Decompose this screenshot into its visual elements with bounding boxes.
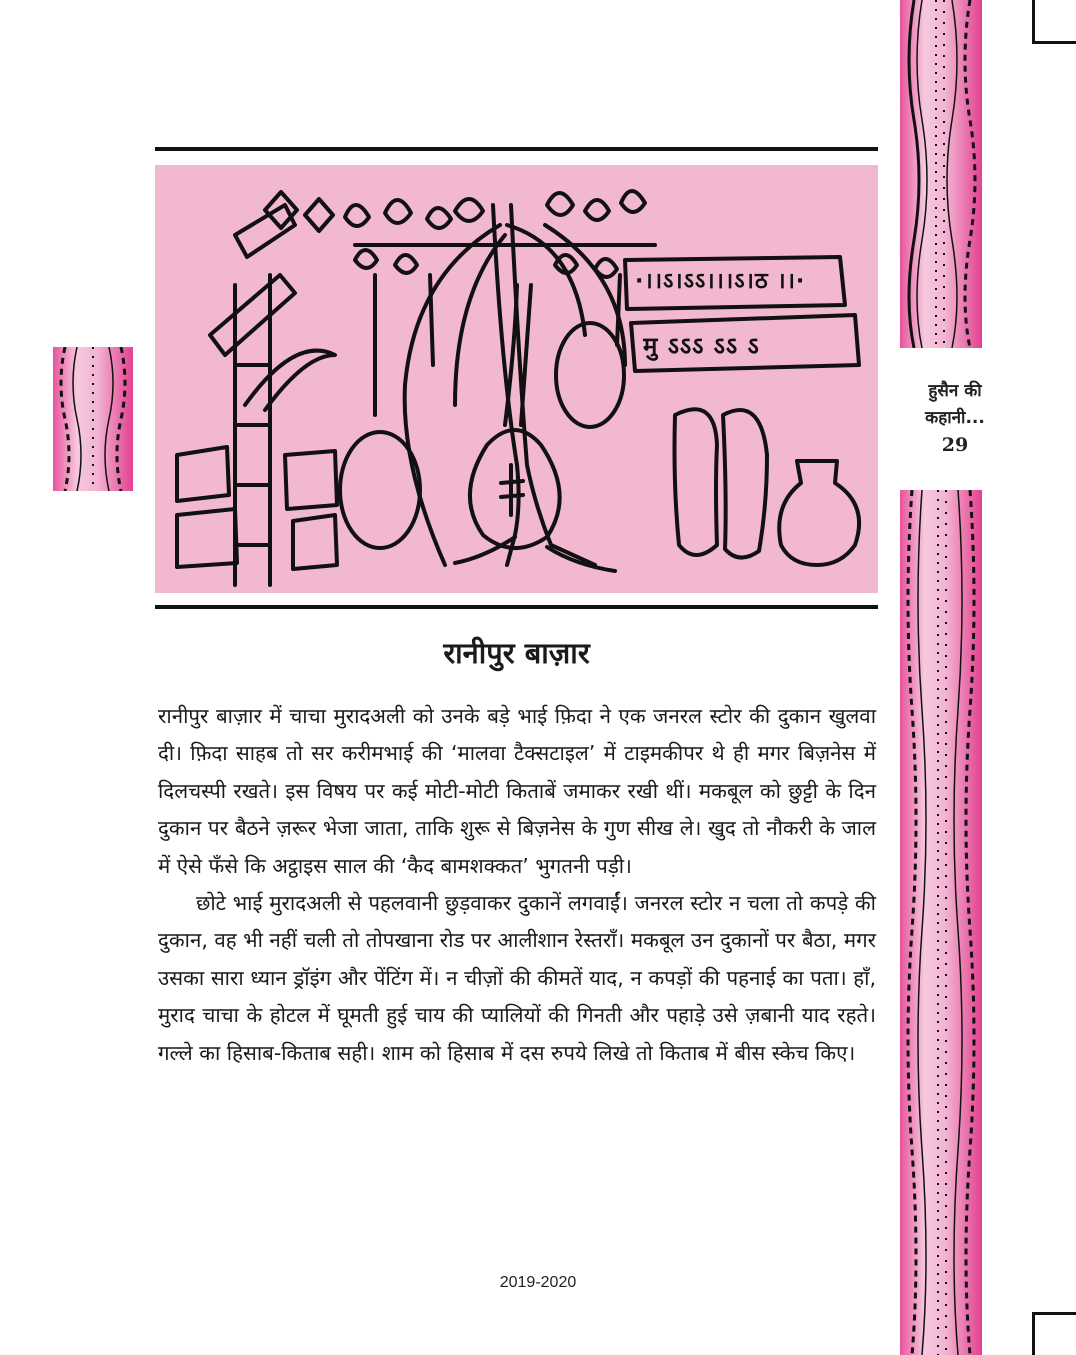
crop-mark-top-right-h (1032, 41, 1076, 44)
footer-year: 2019-2020 (499, 1274, 577, 1291)
side-label-line-1: हुसैन की (928, 381, 982, 401)
decorative-strip-bottom-right (900, 490, 982, 1355)
page-number: 29 (941, 434, 969, 456)
bottom-rule (155, 605, 878, 609)
crop-mark-bottom-right-h (1032, 1312, 1076, 1315)
paragraph-2: छोटे भाई मुरादअली से पहलवानी छुड़वाकर दुकानें लगवाईं। जनरल स्टोर न चला तो कपड़े की दुकान, वह भी नहीं चली तो तोपखाना रोड पर आलीशान रेस्तराँ। मकबूल उन दुकानों पर बैठा, मगर उसका सारा ध्यान ड्रॉइंग और पेंटिंग में। न चीज़ों की कीमतें याद, न कपड़ों की पहनाई का पता। हाँ, मुराद चाचा के होटल में घूमती हुई चाय की प्यालियों की गिनती और पहाड़े उसे ज़बानी याद रहते। गल्ले का हिसाब-किताब सही। शाम को हिसाब में दस रुपये लिखे तो किताब में बीस स्केच किए। (158, 891, 876, 1065)
crop-mark-top-right-v (1032, 0, 1035, 44)
bazaar-illustration (155, 165, 878, 593)
side-label-line-2: कहानी... (925, 408, 985, 428)
top-rule (155, 147, 878, 151)
crop-mark-bottom-right-v (1032, 1312, 1035, 1355)
decorative-strip-top-right (900, 0, 982, 348)
paragraph-1: रानीपुर बाज़ार में चाचा मुरादअली को उनके बड़े भाई फ़िदा ने एक जनरल स्टोर की दुकान खुलवा दी। फ़िदा साहब तो सर करीमभाई की ‘मालवा टैक्सटाइल’ में टाइमकीपर थे ही मगर बिज़नेस में दिलचस्पी रखते। इस विषय पर कई मोटी-मोटी किताबें जमाकर रखी थीं। मकबूल को छुट्टी के दिन दुकान पर बैठने ज़रूर भेजा जाता, ताकि शुरू से बिज़नेस के गुण सीख ले। खुद तो नौकरी के जाल में ऐसे फँसे कि अट्ठाइस साल की ‘कैद बामशक्कत’ भुगतनी पड़ी। (158, 704, 876, 878)
body-text (158, 698, 876, 1072)
chapter-title: रानीपुर बाज़ार (443, 636, 590, 670)
sign-top-text: ·।।ऽ।ऽऽ।।।ऽ।ठ ।।· (635, 269, 806, 294)
sign-bottom-text: मु ऽऽऽ ऽऽ ऽ (643, 332, 760, 360)
decorative-strip-left (53, 347, 133, 491)
chapter-side-label (900, 378, 1010, 459)
